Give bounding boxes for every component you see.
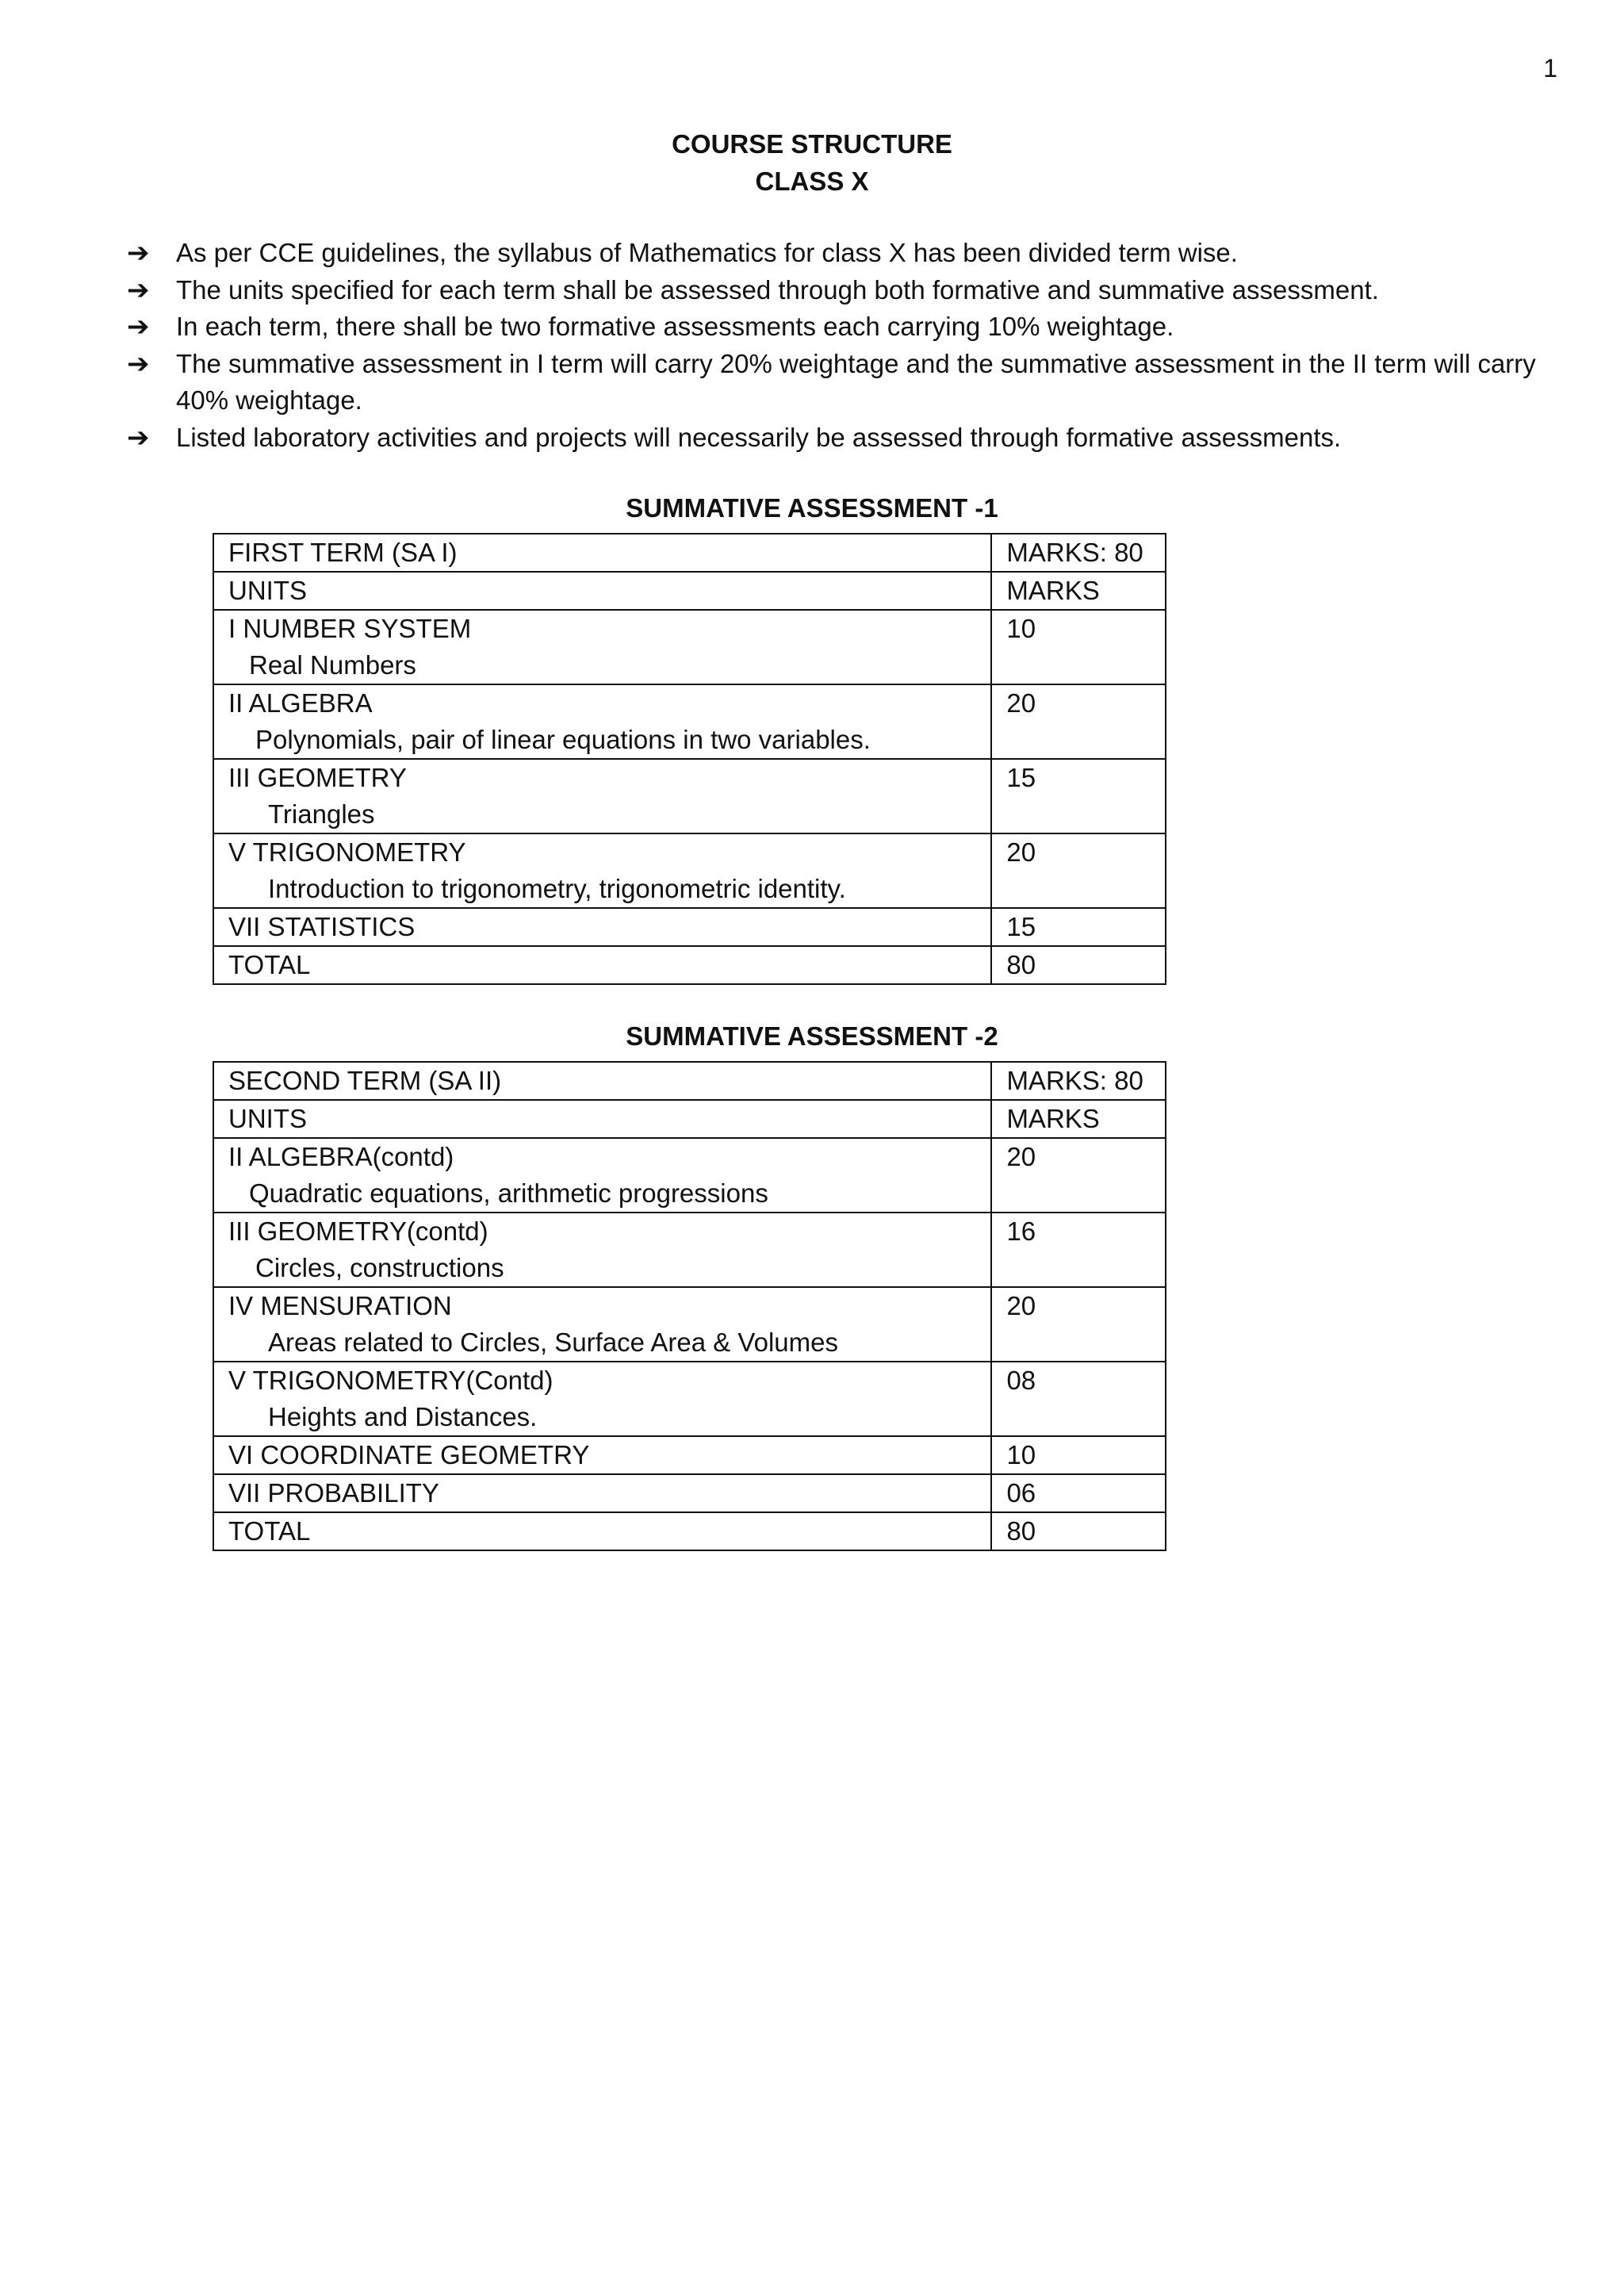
list-item — [127, 346, 1570, 420]
table-row — [213, 759, 1166, 833]
unit-name: II ALGEBRA — [228, 688, 373, 718]
unit-topics: Polynomials, pair of linear equations in two variables. — [255, 725, 871, 754]
unit-name: V TRIGONOMETRY — [228, 837, 466, 867]
unit-topics: Heights and Distances. — [268, 1402, 538, 1431]
marks-cell: 20 — [991, 1287, 1166, 1362]
list-item — [127, 420, 1570, 457]
marks-cell: 08 — [991, 1362, 1166, 1436]
total-marks: 80 — [991, 1512, 1166, 1550]
table-row — [213, 1100, 1166, 1138]
unit-topics: Circles, constructions — [255, 1253, 504, 1282]
unit-name: IV MENSURATION — [228, 1291, 452, 1320]
table-row — [213, 1474, 1166, 1512]
term-marks: MARKS: 80 — [991, 534, 1166, 572]
table-row — [213, 1213, 1166, 1287]
arrow-right-icon: ➔ — [127, 348, 150, 379]
sa1-table — [213, 533, 1166, 985]
total-label: TOTAL — [213, 946, 991, 984]
unit-name: V TRIGONOMETRY(Contd) — [228, 1366, 553, 1395]
unit-cell — [213, 1213, 991, 1287]
bullet-text: Listed laboratory activities and projects will necessarily be assessed through formative assessments. — [176, 422, 1342, 452]
unit-cell — [213, 684, 991, 759]
total-label: TOTAL — [213, 1512, 991, 1550]
table-row — [213, 1362, 1166, 1436]
marks-header: MARKS — [991, 1100, 1166, 1138]
heading-block — [0, 125, 1624, 200]
table-row — [213, 534, 1166, 572]
unit-cell — [213, 610, 991, 684]
unit-name: I NUMBER SYSTEM — [228, 614, 472, 643]
unit-topics: Quadratic equations, arithmetic progressions — [249, 1178, 768, 1208]
table-row — [213, 1062, 1166, 1100]
marks-cell: 10 — [991, 1436, 1166, 1474]
marks-header: MARKS — [991, 572, 1166, 610]
unit-name: III GEOMETRY(contd) — [228, 1216, 488, 1246]
unit-topics: Areas related to Circles, Surface Area & Volumes — [268, 1328, 839, 1357]
unit-name: II ALGEBRA(contd) — [228, 1142, 454, 1171]
marks-cell: 15 — [991, 908, 1166, 946]
page-title: COURSE STRUCTURE — [672, 129, 952, 159]
term-label: FIRST TERM (SA I) — [213, 534, 991, 572]
bullet-text: As per CCE guidelines, the syllabus of Mathematics for class X has been divided term wise. — [176, 238, 1238, 267]
arrow-right-icon: ➔ — [127, 238, 150, 268]
table-row — [213, 1287, 1166, 1362]
table-row — [213, 908, 1166, 946]
unit-cell — [213, 759, 991, 833]
list-item — [127, 272, 1570, 309]
bullet-text: In each term, there shall be two formative assessments each carrying 10% weightage. — [176, 312, 1174, 341]
term-marks: MARKS: 80 — [991, 1062, 1166, 1100]
unit-topics: Real Numbers — [249, 650, 416, 680]
unit-topics: Introduction to trigonometry, trigonometric identity. — [268, 874, 846, 903]
unit-cell — [213, 833, 991, 908]
table-row — [213, 1512, 1166, 1550]
marks-cell: 20 — [991, 833, 1166, 908]
table-row — [213, 572, 1166, 610]
marks-cell: 20 — [991, 1138, 1166, 1213]
bullet-text: The summative assessment in I term will carry 20% weightage and the summative assessment in the II term will carry 40% weightage. — [176, 348, 1536, 415]
arrow-right-icon: ➔ — [127, 312, 150, 342]
guidelines-list — [127, 235, 1570, 456]
page-number: 1 — [1543, 54, 1557, 82]
unit-cell — [213, 1362, 991, 1436]
term-label: SECOND TERM (SA II) — [213, 1062, 991, 1100]
arrow-right-icon: ➔ — [127, 274, 150, 305]
list-item — [127, 308, 1570, 346]
table-row — [213, 833, 1166, 908]
page-subtitle: CLASS X — [755, 167, 869, 196]
marks-cell: 10 — [991, 610, 1166, 684]
unit-name: VI COORDINATE GEOMETRY — [213, 1436, 991, 1474]
marks-cell: 16 — [991, 1213, 1166, 1287]
unit-topics: Triangles — [268, 799, 375, 829]
bullet-text: The units specified for each term shall be assessed through both formative and summative assessment. — [176, 274, 1379, 305]
table-row — [213, 610, 1166, 684]
units-header: UNITS — [213, 572, 991, 610]
marks-cell: 06 — [991, 1474, 1166, 1512]
table-row — [213, 946, 1166, 984]
unit-cell — [213, 1287, 991, 1362]
sa2-title: SUMMATIVE ASSESSMENT -2 — [626, 1021, 998, 1051]
list-item — [127, 235, 1570, 272]
sa1-title: SUMMATIVE ASSESSMENT -1 — [626, 493, 998, 523]
sa2-table — [213, 1061, 1166, 1551]
unit-cell — [213, 1138, 991, 1213]
unit-name: VII STATISTICS — [213, 908, 991, 946]
table-row — [213, 1436, 1166, 1474]
unit-name: VII PROBABILITY — [213, 1474, 991, 1512]
unit-name: III GEOMETRY — [228, 763, 407, 792]
marks-cell: 20 — [991, 684, 1166, 759]
table-row — [213, 1138, 1166, 1213]
table-row — [213, 684, 1166, 759]
units-header: UNITS — [213, 1100, 991, 1138]
arrow-right-icon: ➔ — [127, 422, 150, 453]
total-marks: 80 — [991, 946, 1166, 984]
marks-cell: 15 — [991, 759, 1166, 833]
